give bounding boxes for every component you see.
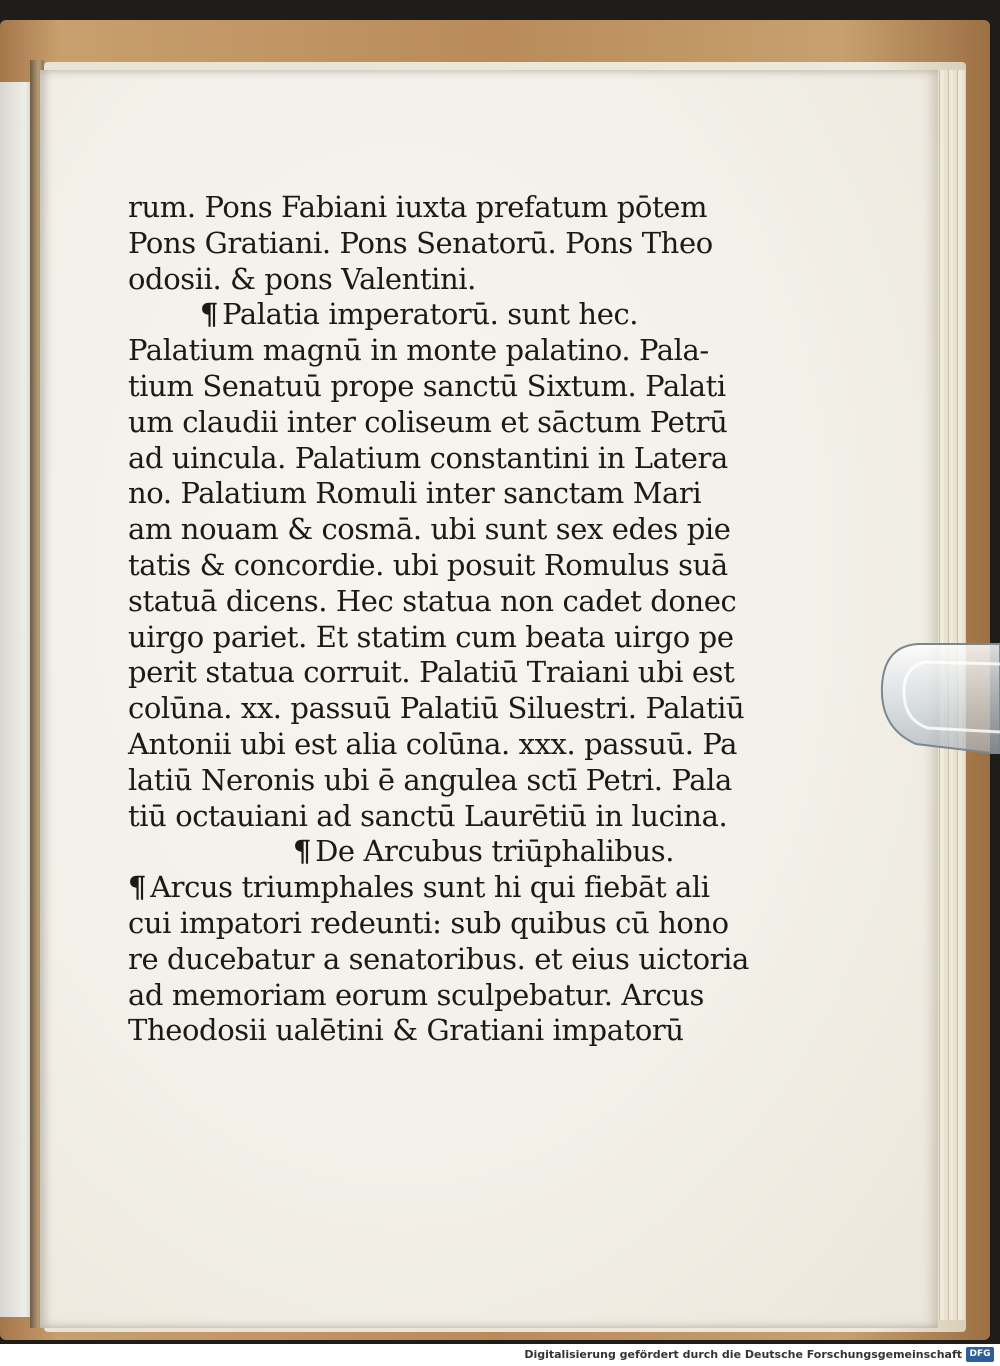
text-line: perit statua corruit. Palatiū Traiani ubi est — [128, 655, 735, 690]
text-line: colūna. xx. passuū Palatiū Siluestri. Palatiū — [128, 691, 745, 726]
page-text — [128, 190, 778, 1049]
section-heading-arcubus: ¶ De Arcubus triūphalibus. — [293, 834, 675, 869]
text-line: statuā dicens. Hec statua non cadet donec — [128, 583, 737, 618]
text-line: Antonii ubi est alia colūna. xxx. passuū. Pa — [128, 726, 738, 761]
text-line: um claudii inter coliseum et sāctum Petrū — [128, 404, 728, 439]
text-line: tiū octauiani ad sanctū Laurētiū in lucina. — [128, 798, 728, 833]
text-line: uirgo pariet. Et statim cum beata uirgo pe — [128, 619, 734, 654]
text-line: Palatium magnū in monte palatino. Pala- — [128, 333, 709, 368]
text-line: Theodosii ualētini & Gratiani impatorū — [128, 1013, 684, 1048]
pilcrow-mark: ¶ — [128, 870, 147, 905]
section-heading-palatia: ¶ Palatia imperatorū. sunt hec. — [200, 297, 639, 332]
text-line: Pons Gratiani. Pons Senatorū. Pons Theo — [128, 225, 713, 260]
text-line: tium Senatuū prope sanctū Sixtum. Palati — [128, 368, 726, 403]
dfg-logo: DFG — [966, 1347, 994, 1362]
pilcrow-mark: ¶ — [293, 834, 312, 869]
text-line: latiū Neronis ubi ē angulea sctī Petri. Pala — [128, 762, 732, 797]
text-line: re ducebatur a senatoribus. et eius uictoria — [128, 941, 749, 976]
text-line: cui impatori redeunti: sub quibus cū hono — [128, 905, 729, 940]
text-line: rum. Pons Fabiani iuxta prefatum pōtem — [128, 190, 708, 224]
text-line: am nouam & cosmā. ubi sunt sex edes pie — [128, 512, 731, 547]
text-line: tatis & concordie. ubi posuit Romulus suā — [128, 547, 728, 582]
page-clip — [878, 636, 1000, 754]
text-line: ad memoriam eorum sculpebatur. Arcus — [128, 977, 705, 1012]
text-line: ¶ Arcus triumphales sunt hi qui fiebāt ali — [128, 870, 710, 905]
footer-bar — [0, 1344, 1000, 1366]
pilcrow-mark: ¶ — [200, 297, 219, 332]
text-line: ad uincula. Palatium constantini in Latera — [128, 440, 728, 475]
text-line: no. Palatium Romuli inter sanctam Mari — [128, 476, 702, 511]
text-line: odosii. & pons Valentini. — [128, 261, 476, 296]
funding-notice: Digitalisierung gefördert durch die Deutsche Forschungsgemeinschaft — [524, 1348, 962, 1361]
